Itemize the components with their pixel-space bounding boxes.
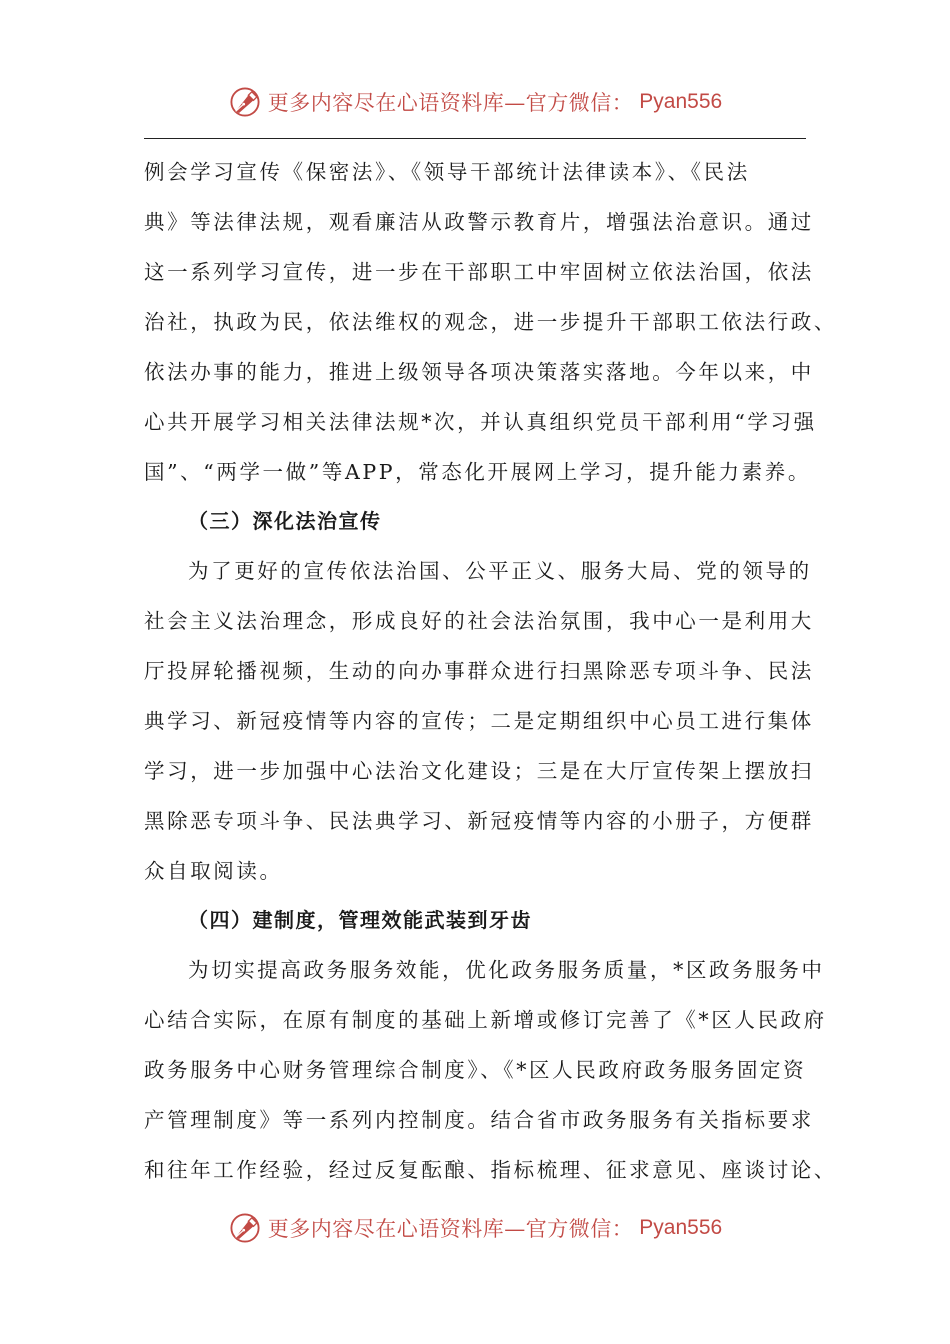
paragraph-first-line: 为切实提高政务服务效能，优化政务服务质量，*区政务服务中 xyxy=(188,958,825,982)
body-line: 厅投屏轮播视频，生动的向办事群众进行扫黑除恶专项斗争、民法 xyxy=(144,659,814,683)
pen-nib-logo-icon xyxy=(228,85,262,119)
body-line: 众自取阅读。 xyxy=(144,859,283,883)
body-line: 典》等法律法规，观看廉洁从政警示教育片，增强法治意识。通过 xyxy=(144,210,814,234)
footer-banner xyxy=(0,1208,950,1248)
header-brand-text: 更多内容尽在心语资料库—官方微信： xyxy=(267,91,634,115)
paragraph-first-line: 为了更好的宣传依法治国、公平正义、服务大局、党的领导的 xyxy=(188,559,812,583)
body-line: 心结合实际，在原有制度的基础上新增或修订完善了《*区人民政府 xyxy=(144,1008,827,1032)
body-line: 依法办事的能力，推进上级领导各项决策落实落地。今年以来，中 xyxy=(144,360,814,384)
body-line: 国”、“两学一做”等APP，常态化开展网上学习，提升能力素养。 xyxy=(144,460,811,484)
header-brand-handle: Pyan556 xyxy=(639,90,723,113)
body-line: 这一系列学习宣传，进一步在干部职工中牢固树立依法治国，依法 xyxy=(144,260,814,284)
section-heading: （三）深化法治宣传 xyxy=(188,509,382,533)
body-line: 黑除恶专项斗争、民法典学习、新冠疫情等内容的小册子，方便群 xyxy=(144,809,814,833)
footer-brand-text: 更多内容尽在心语资料库—官方微信： xyxy=(267,1217,634,1241)
footer-brand-handle: Pyan556 xyxy=(639,1216,723,1239)
body-line: 和往年工作经验，经过反复酝酿、指标梳理、征求意见、座谈讨论、 xyxy=(144,1158,837,1182)
body-line: 治社，执政为民，依法维权的观念，进一步提升干部职工依法行政、 xyxy=(144,310,837,334)
body-line: 典学习、新冠疫情等内容的宣传；二是定期组织中心员工进行集体 xyxy=(144,709,814,733)
body-line: 政务服务中心财务管理综合制度》、《*区人民政府政务服务固定资 xyxy=(144,1058,807,1082)
header-divider xyxy=(144,138,806,139)
body-line: 心共开展学习相关法律法规*次，并认真组织党员干部利用“学习强 xyxy=(144,410,817,434)
body-line: 产管理制度》等一系列内控制度。结合省市政务服务有关指标要求 xyxy=(144,1108,814,1132)
pen-nib-logo-icon xyxy=(228,1211,262,1245)
body-line: 社会主义法治理念，形成良好的社会法治氛围，我中心一是利用大 xyxy=(144,609,814,633)
body-line: 学习，进一步加强中心法治文化建设；三是在大厅宣传架上摆放扫 xyxy=(144,759,814,783)
section-heading: （四）建制度，管理效能武装到牙齿 xyxy=(188,908,532,932)
body-line: 例会学习宣传《保密法》、《领导干部统计法律读本》、《民法 xyxy=(144,160,750,184)
header-banner xyxy=(0,82,950,122)
